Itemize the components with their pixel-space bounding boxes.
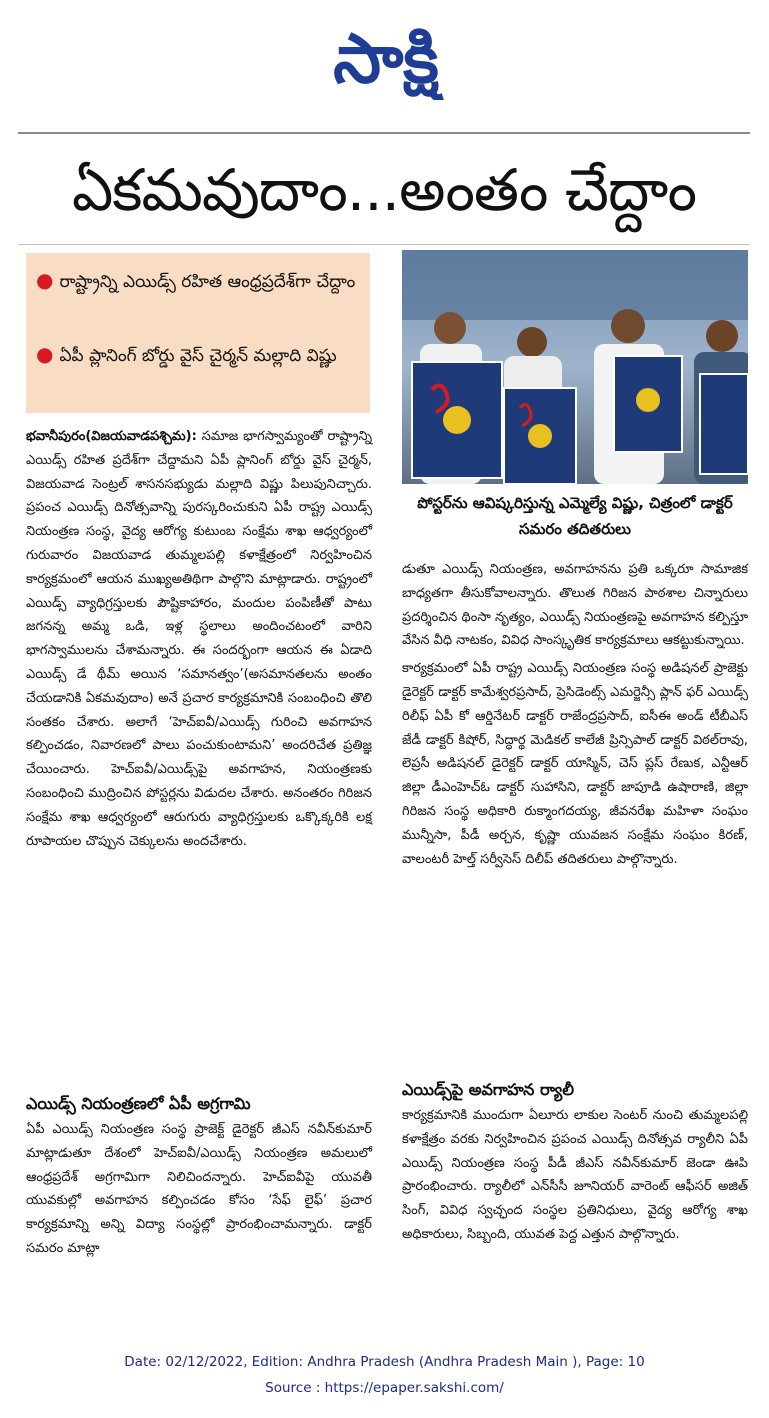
highlight-text: రాష్ట్రాన్ని ఎయిడ్స్ రహిత ఆంధ్రప్రదేశ్‌గా చేద్దాం	[59, 272, 356, 292]
sakshi-logo	[286, 12, 486, 100]
subheading: ఎయిడ్స్‌పై అవగాహన ర్యాలీ	[402, 1080, 574, 1099]
highlight-text: ఏపీ ప్లానింగ్ బోర్డు వైస్ చైర్మన్ మల్లాది విష్ణు	[59, 346, 337, 366]
article-paragraph	[26, 425, 372, 853]
article-column-right-lower	[402, 1104, 748, 1247]
photo-caption: పోస్టర్‌ను ఆవిష్కరిస్తున్న ఎమ్మెల్యే విష్ణు, చిత్రంలో డాక్టర్ సమరం తదితరులు	[417, 494, 733, 538]
highlights-box	[26, 253, 370, 413]
highlight-item	[36, 337, 356, 373]
dateline: భవానీపురం(విజయవాడపశ్చిమ):	[26, 429, 197, 444]
top-rule	[18, 132, 750, 134]
paragraph-text: డుతూ ఎయిడ్స్ నియంత్రణ, అవగాహనను ప్రతి ఒక్కరూ సామాజిక బాధ్యతగా తీసుకోవాలన్నారు. తొలుత గిరిజన పాఠశాల చిన్నారులు ప్రదర్శించిన థింసా నృత్యం, ఎయిడ్స్ నియంత్రణపై అవగాహన కల్పిస్తూ వేసిన వీధి నాటకం, వివిధ సాంస్కృతిక కార్యక్రమాలు ఆకట్టుకున్నాయి.	[402, 562, 748, 649]
article-column-left	[26, 425, 372, 853]
subheading: ఎయిడ్స్ నియంత్రణలో ఏపీ అగ్రగామి	[26, 1094, 251, 1113]
headline-rule	[18, 244, 750, 245]
paragraph-text: కార్యక్రమానికి ముందుగా ఏలూరు లాకుల సెంటర్ నుంచి తుమ్మలపల్లి కళాక్షేత్రం వరకు నిర్వహించిన ప్రపంచ ఎయిడ్స్ దినోత్సవ ర్యాలీని ఏపీ ఎయిడ్స్ నియంత్రణ సంస్థ పీడీ జీఎస్ నవీన్‌కుమార్ జెండా ఊపి ప్రారంభించారు. ర్యాలీలో ఎన్‌సీసీ జూనియర్ వారెంట్ ఆఫీసర్ అజిత్ సింగ్, వివిధ స్వచ్ఛంద సంస్థల ప్రతినిధులు, వైద్య ఆరోగ్య శాఖ అధికారులు, సిబ్బంది, యువత పెద్ద ఎత్తున పాల్గొన్నారు.	[402, 1108, 748, 1242]
bullet-icon: ●	[36, 268, 54, 292]
footer-date-line: Date: 02/12/2022, Edition: Andhra Pradesh (Andhra Pradesh Main ), Page: 10	[124, 1354, 645, 1370]
article-column-left-lower	[26, 1118, 372, 1261]
footer-source-link[interactable]: Source : https://epaper.sakshi.com/	[265, 1380, 504, 1396]
highlight-item	[36, 263, 356, 299]
article-headline: ఏకమవుదాం...అంతం చేద్దాం	[71, 156, 697, 224]
paragraph-text: కార్యక్రమంలో ఏపీ రాష్ట్ర ఎయిడ్స్ నియంత్రణ సంస్థ అడిషనల్ ప్రాజెక్టు డైరెక్టర్ డాక్టర్ కామేశ్వరప్రసాద్, ప్రెసిడెంట్స్ ఎమర్జెన్సీ ప్లాన్ ఫర్ ఎయిడ్స్ రిలీఫ్ ఏపీ కో ఆర్డినేటర్ డాక్టర్ రాజేంద్రప్రసాద్, ఐసీఈ అండ్ టీబీఎస్ జేడీ డాక్టర్ కిషోర్, సిద్ధార్థ మెడికల్ కాలేజీ ప్రిన్సిపాల్ డాక్టర్ విఠల్‌రావు, లెప్రసీ అడిషనల్ డైరెక్టర్ డాక్టర్ యాస్మిన్, చెస్ ప్లస్ రేణుక, ఎన్టీఆర్ జిల్లా డీఎంహెచ్‌ఓ డాక్టర్ సుహాసిని, డాక్టర్ జాపూడి ఉషారాణి, జిల్లా గిరిజన సంస్థ అధికారి రుక్మాంగదయ్య, జీవనరేఖ మహిళా సంఘం మున్నీసా, పీడీ అర్చన, కృష్ణా యువజన సంక్షేమ సంఘం కిరణ్, వాలంటరీ హెల్త్ సర్వీసెస్ దిలీప్ తదితరులు పాల్గొన్నారు.	[402, 661, 748, 867]
paragraph-text: సమాజ భాగస్వామ్యంతో రాష్ట్రాన్ని ఎయిడ్స్ రహిత ప్రదేశ్‌గా చేద్దామని ఏపీ ప్లానింగ్ బోర్డు వైస్ చైర్మన్, విజయవాడ సెంట్రల్ శాసనసభ్యుడు మల్లాది విష్ణు పిలుపునిచ్చారు. ప్రపంచ ఎయిడ్స్ దినోత్సవాన్ని పురస్కరించుకుని ఏపీ రాష్ట్ర ఎయిడ్స్ నియంత్రణ సంస్థ, వైద్య ఆరోగ్య కుటుంబ సంక్షేమ శాఖ ఆధ్వర్యంలో గురువారం విజయవాడ తుమ్మలపల్లి కళాక్షేత్రంలో నిర్వహించిన కార్యక్రమంలో ఆయన ముఖ్యఅతిథిగా పాల్గొని మాట్లాడారు. రాష్ట్రంలో ఎయిడ్స్ వ్యాధిగ్రస్తులకు పౌష్టికాహారం, మందుల పంపిణీతో పాటు జగనన్న అమ్మ ఒడి, ఇళ్ల స్థలాలు అందించటంలో వారిని భాగస్వాములను చేశామన్నారు. ఈ సందర్భంగా ఆయన ఈ ఏడాది ఎయిడ్స్ డే థీమ్ అయిన ‘సమానత్వం’(అసమానతలను అంతం చేయడానికి ఏకమవుదాం) అనే ప్రచార కార్యక్రమానికి సంబంధించి తొలి సంతకం చేశారు. అలాగే ‘హెచ్‌ఐవీ/ఎయిడ్స్ గురించి అవగాహన కల్పించడం, నివారణలో పాలు పంచుకుంటామని’ అందరిచేత ప్రతిజ్ఞ చేయించారు. హెచ్‌ఐవీ/ఎయిడ్స్‌పై అవగాహన, నియంత్రణకు సంబంధించి ముద్రించిన పోస్టర్లను విడుదల చేశారు. అనంతరం గిరిజన సంక్షేమ శాఖ ఆధ్వర్యంలో ఆరుగురు వ్యాధిగ్రస్తులకు ఒక్కొక్కరికి లక్ష రూపాయల చొప్పున చెక్కులను అందచేశారు.	[26, 429, 372, 849]
logo-text: సాక్షి	[333, 20, 439, 99]
paragraph-text: ఏపీ ఎయిడ్స్ నియంత్రణ సంస్థ ప్రాజెక్ట్ డైరెక్టర్ జీఎస్ నవీన్‌కుమార్ మాట్లాడుతూ దేశంలో హెచ్‌ఐవీ/ఎయిడ్స్ నియంత్రణ అమలులో ఆంధ్రప్రదేశ్ అగ్రగామిగా నిలిచిందన్నారు. హెచ్‌ఐవీపై యువతీ యువకుల్లో అవగాహన కల్పించడం కోసం ‘సేఫ్ లైఫ్’ ప్రచార కార్యక్రమాన్ని అన్ని విద్యా సంస్థల్లో ప్రారంభించామన్నారు. డాక్టర్ సమరం మాట్లా	[26, 1122, 372, 1256]
bullet-icon: ●	[36, 342, 54, 366]
event-photo	[402, 250, 748, 484]
article-column-right	[402, 558, 748, 871]
